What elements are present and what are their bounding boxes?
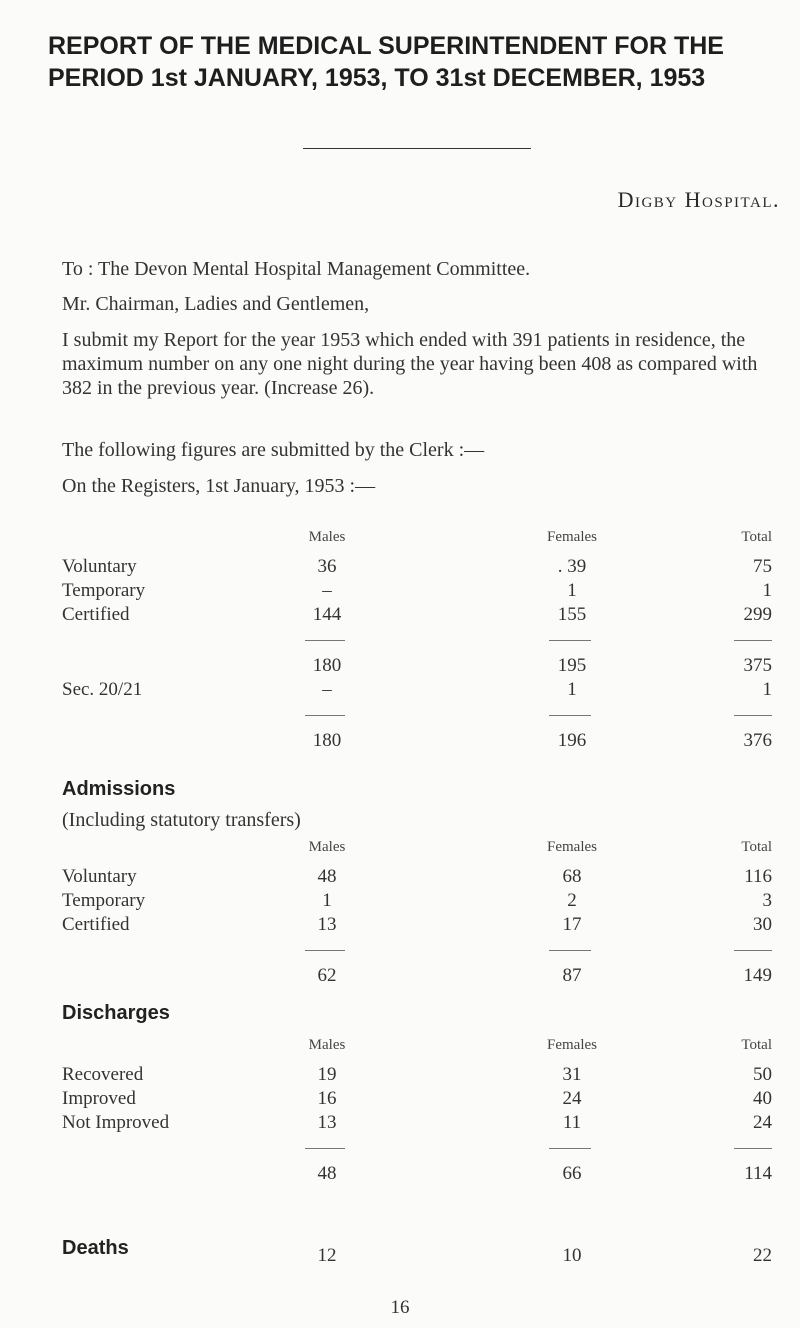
deaths-heading: Deaths (62, 1237, 129, 1259)
row-label: Certified (62, 604, 130, 625)
cell-females: 1 (567, 679, 577, 700)
cell-females: 2 (567, 890, 577, 911)
sum-rule (734, 640, 772, 641)
sum-rule (305, 950, 345, 951)
cell-total: 30 (753, 914, 772, 935)
hospital-name: Digby Hospital. (617, 187, 780, 212)
total-males: 48 (317, 1163, 337, 1184)
sum-rule (305, 640, 345, 641)
addressee: To : The Devon Mental Hospital Management Committee. (62, 258, 531, 280)
row-label: Not Improved (62, 1112, 170, 1133)
header-females: Females (547, 1037, 597, 1053)
cell-females: 68 (562, 866, 582, 887)
cell-males: – (322, 679, 332, 700)
cell-total: 24 (753, 1112, 772, 1133)
cell-total: 40 (753, 1088, 772, 1109)
cell-females: 1 (567, 580, 577, 601)
header-males: Males (308, 529, 346, 545)
clerk-note: The following figures are submitted by the Clerk :— (62, 439, 485, 461)
deaths-males: 12 (317, 1245, 337, 1266)
cell-males: 13 (317, 1112, 337, 1133)
cell-males: 1 (322, 890, 332, 911)
discharges-heading: Discharges (62, 1002, 170, 1024)
header-total: Total (741, 529, 772, 545)
row-label: Improved (62, 1088, 136, 1109)
total-females: 196 (557, 730, 587, 751)
subtotal-males: 180 (312, 655, 342, 676)
subtotal-females: 195 (557, 655, 587, 676)
header-females: Females (547, 529, 597, 545)
header-males: Males (308, 1037, 346, 1053)
sum-rule (549, 1148, 591, 1149)
row-label: Certified (62, 914, 130, 935)
report-title: REPORT OF THE MEDICAL SUPERINTENDENT FOR THE PERIOD 1st JANUARY, 1953, TO 31st DECEMBER, 1953 (48, 32, 724, 92)
subtotal-total: 375 (743, 655, 772, 676)
cell-males: 19 (317, 1064, 337, 1085)
title-divider (303, 148, 531, 149)
row-label: Temporary (62, 890, 146, 911)
cell-males: 16 (317, 1088, 337, 1109)
cell-females: 31 (562, 1064, 582, 1085)
sum-rule (305, 715, 345, 716)
cell-males: – (322, 580, 332, 601)
page-number: 16 (390, 1297, 410, 1318)
total-females: 87 (562, 965, 582, 986)
total-total: 376 (743, 730, 772, 751)
row-label: Recovered (62, 1064, 144, 1085)
total-total: 114 (744, 1163, 772, 1184)
row-label: Voluntary (62, 556, 137, 577)
header-males: Males (308, 839, 346, 855)
admissions-heading: Admissions (62, 778, 176, 800)
header-total: Total (741, 1037, 772, 1053)
intro-paragraph: I submit my Report for the year 1953 which ended with 391 patients in residence, the maximum number on any one night during the year having been 408 as compared with 382 in the previous year. (Increase 26). (62, 329, 758, 399)
cell-total: 116 (744, 866, 772, 887)
sum-rule (734, 715, 772, 716)
cell-total: 3 (762, 890, 772, 911)
cell-total: 50 (753, 1064, 772, 1085)
cell-females: 155 (557, 604, 587, 625)
cell-total: 75 (753, 556, 772, 577)
sum-rule (305, 1148, 345, 1149)
cell-females: 17 (562, 914, 582, 935)
cell-females: . 39 (557, 556, 587, 577)
cell-females: 24 (562, 1088, 582, 1109)
total-total: 149 (743, 965, 772, 986)
deaths-females: 10 (562, 1245, 582, 1266)
row-label: Voluntary (62, 866, 137, 887)
deaths-total: 22 (753, 1245, 772, 1266)
cell-males: 36 (317, 556, 337, 577)
cell-total: 299 (743, 604, 772, 625)
cell-total: 1 (762, 679, 772, 700)
cell-males: 144 (312, 604, 342, 625)
cell-females: 11 (562, 1112, 582, 1133)
salutation: Mr. Chairman, Ladies and Gentlemen, (62, 293, 370, 315)
sum-rule (549, 640, 591, 641)
header-females: Females (547, 839, 597, 855)
sum-rule (734, 1148, 772, 1149)
row-label: Temporary (62, 580, 146, 601)
total-males: 180 (312, 730, 342, 751)
sum-rule (549, 950, 591, 951)
row-label: Sec. 20/21 (62, 679, 143, 700)
cell-males: 13 (317, 914, 337, 935)
cell-total: 1 (762, 580, 772, 601)
cell-males: 48 (317, 866, 337, 887)
admissions-subheading: (Including statutory transfers) (62, 809, 301, 831)
header-total: Total (741, 839, 772, 855)
registers-label: On the Registers, 1st January, 1953 :— (62, 475, 376, 497)
sum-rule (734, 950, 772, 951)
total-females: 66 (562, 1163, 582, 1184)
total-males: 62 (317, 965, 337, 986)
sum-rule (549, 715, 591, 716)
